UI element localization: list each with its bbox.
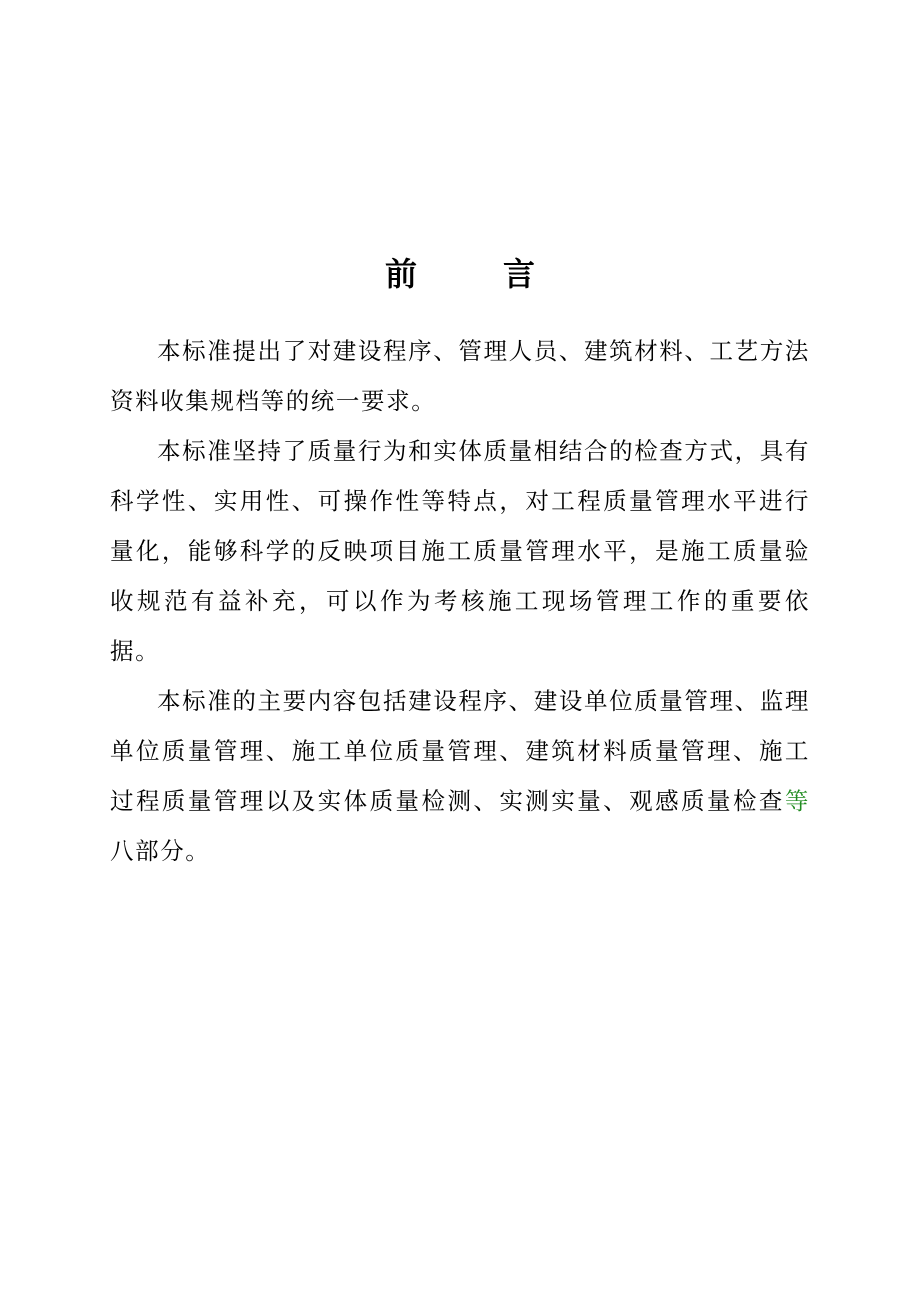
paragraph-3-text-before: 本标准的主要内容包括建设程序、建设单位质量管理、监理单位质量管理、施工单位质量管理、建筑材料质量管理、施工过程质量管理以及实体质量检测、实测实量、观感质量检查 — [110, 687, 810, 815]
document-body — [110, 326, 810, 876]
page-title — [0, 252, 920, 296]
title-char-2: 言 — [503, 255, 536, 293]
title-char-1: 前 — [384, 255, 417, 293]
paragraph-2: 本标准坚持了质量行为和实体质量相结合的检查方式，具有科学性、实用性、可操作性等特点，对工程质量管理水平进行量化，能够科学的反映项目施工质量管理水平，是施工质量验收规范有益补充，可以作为考核施工现场管理工作的重要依据。 — [110, 437, 810, 665]
paragraph-1: 本标准提出了对建设程序、管理人员、建筑材料、工艺方法资料收集规档等的统一要求。 — [110, 337, 810, 415]
paragraph-3-text-after: 八部分。 — [110, 837, 211, 865]
paragraph-3-highlight: 等 — [784, 787, 810, 815]
paragraph-3 — [110, 676, 810, 876]
